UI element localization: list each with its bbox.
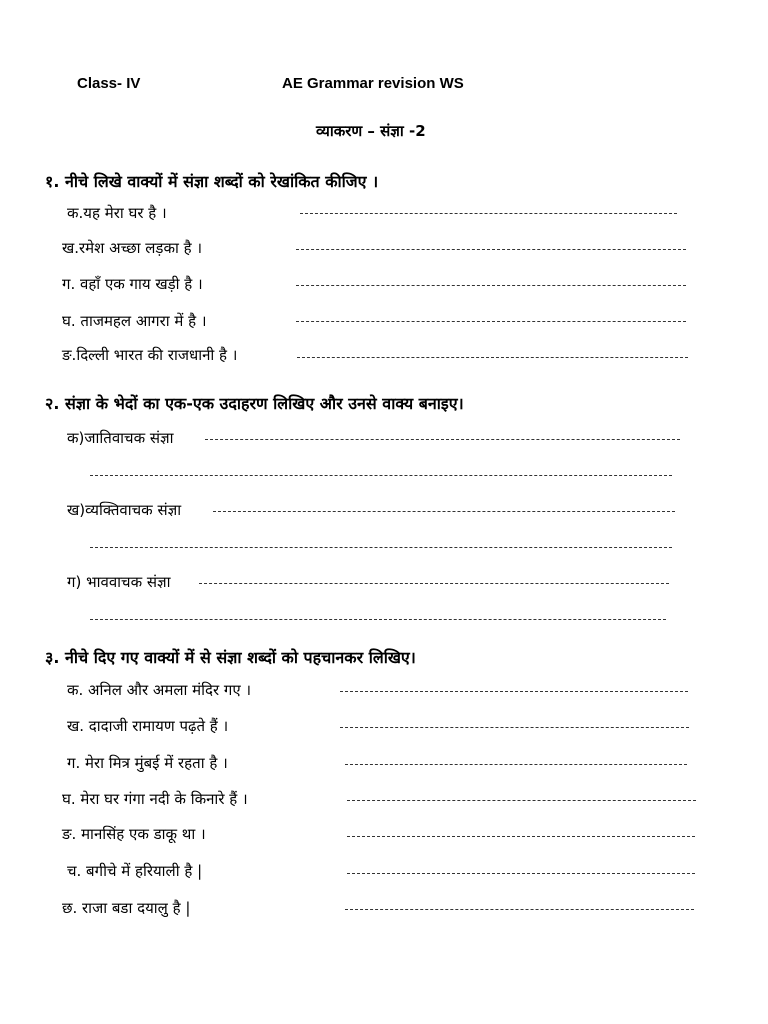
answer-line (347, 873, 695, 874)
answer-line (296, 285, 686, 286)
answer-line (340, 727, 689, 728)
class-label: Class- IV (77, 75, 141, 92)
answer-line (347, 800, 696, 801)
answer-line (345, 909, 694, 910)
answer-line (345, 764, 687, 765)
answer-line (296, 249, 686, 250)
q3-item: छ. राजा बडा दयालु है | (62, 899, 191, 917)
q3-item: ख. दादाजी रामायण पढ़ते हैं । (67, 717, 229, 735)
q1-item: ख.रमेश अच्छा लड़का है । (62, 239, 203, 257)
answer-line (300, 213, 677, 214)
answer-line (213, 511, 675, 512)
q3-heading: ३. नीचे दिए गए वाक्यों में से संज्ञा शब्दों को पहचानकर लिखिए। (45, 648, 416, 667)
q1-heading: १. नीचे लिखे वाक्यों में संज्ञा शब्दों को रेखांकित कीजिए । (45, 172, 379, 191)
answer-line (205, 439, 680, 440)
q2-item: ख)व्यक्तिवाचक संज्ञा (67, 501, 182, 519)
q3-item: च. बगीचे में हरियाली है | (67, 862, 203, 880)
q2-item: ग) भाववाचक संज्ञा (67, 573, 171, 591)
q1-item: क.यह मेरा घर है । (67, 204, 167, 222)
answer-line (296, 321, 686, 322)
q3-item: क. अनिल और अमला मंदिर गए । (67, 681, 252, 699)
answer-line (90, 547, 672, 548)
answer-line (340, 691, 688, 692)
q2-heading: २. संज्ञा के भेदों का एक-एक उदाहरण लिखिए और उनसे वाक्य बनाइए। (45, 394, 464, 413)
answer-line (90, 475, 672, 476)
answer-line (297, 357, 688, 358)
answer-line (347, 836, 695, 837)
worksheet-title: AE Grammar revision WS (282, 75, 464, 92)
q2-item: क)जातिवाचक संज्ञा (67, 429, 174, 447)
q1-item: ङ.दिल्ली भारत की राजधानी है । (62, 346, 238, 364)
q3-item: घ. मेरा घर गंगा नदी के किनारे हैं । (62, 790, 248, 808)
q1-item: घ. ताजमहल आगरा में है । (62, 312, 207, 330)
topic-title: व्याकरण – संज्ञा -2 (316, 122, 426, 140)
q1-item: ग. वहाँ एक गाय खड़ी है । (62, 275, 203, 293)
q3-item: ग. मेरा मित्र मुंबई में रहता है । (67, 754, 228, 772)
q3-item: ङ. मानसिंह एक डाकू था । (62, 825, 206, 843)
answer-line (199, 583, 669, 584)
answer-line (90, 619, 666, 620)
